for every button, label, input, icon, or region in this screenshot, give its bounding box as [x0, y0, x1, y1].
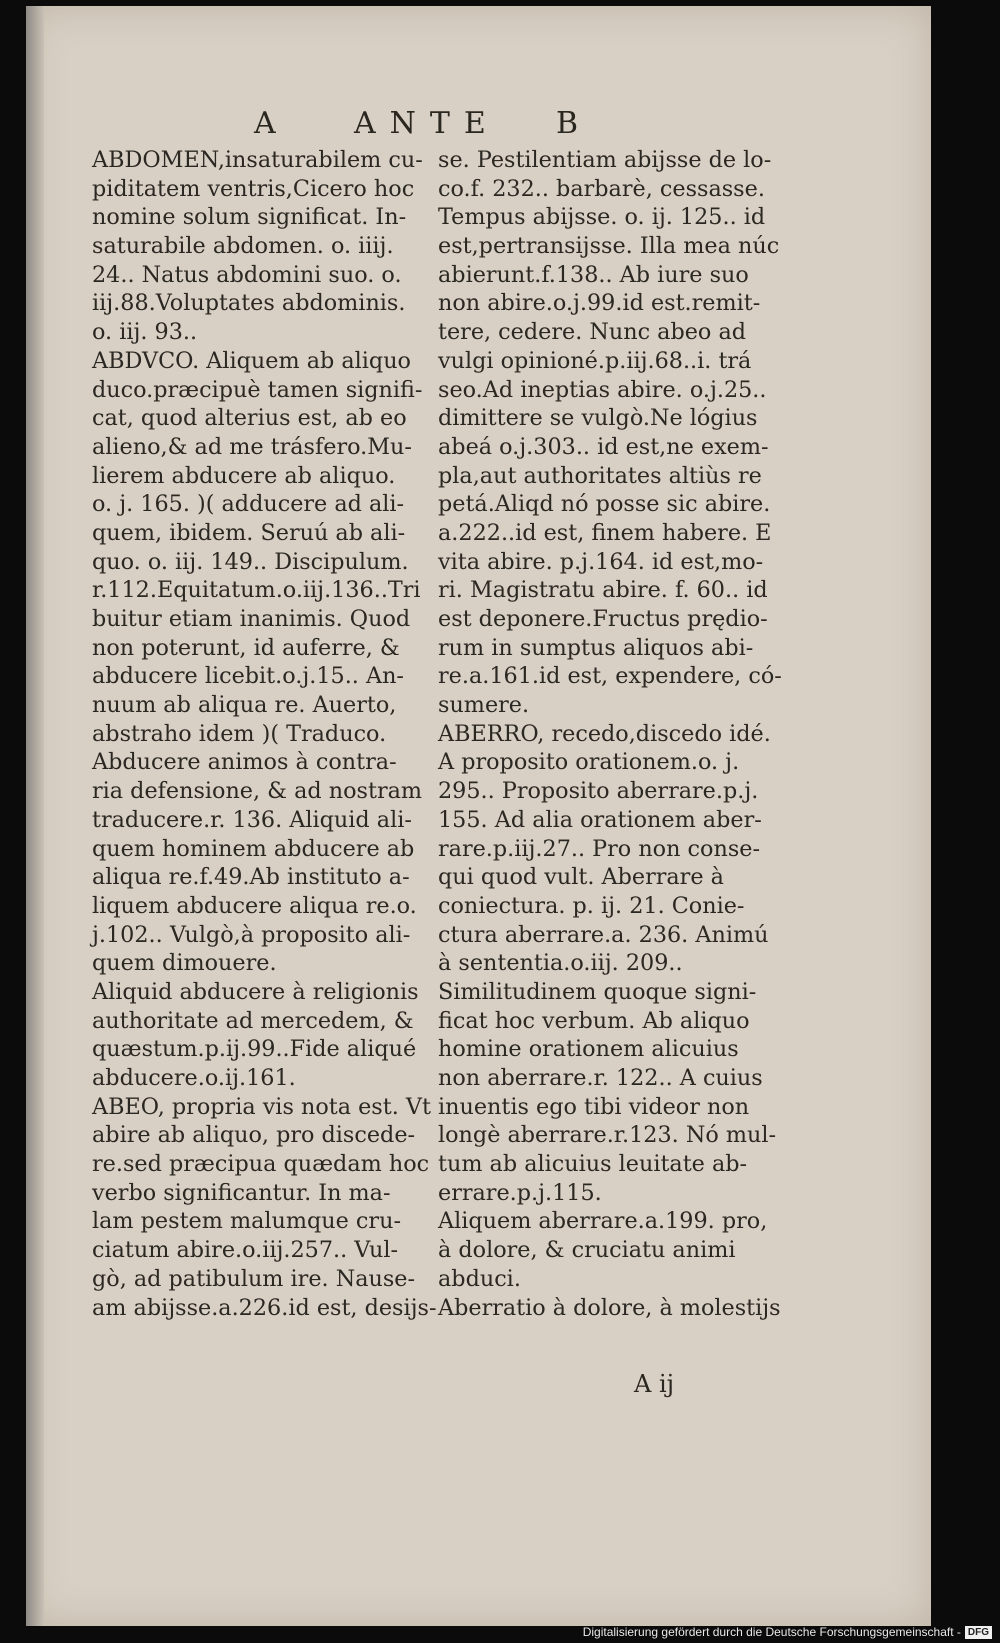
- text-line: buitur etiam inanimis. Quod: [92, 606, 411, 632]
- text-line: Aliquid abducere à religionis: [92, 978, 419, 1005]
- text-line: r.112.Equitatum.o.iij.136..Tri: [92, 577, 421, 604]
- text-line: 155. Ad alia orationem aber-: [438, 806, 762, 833]
- text-line: re.a.161.id est, expendere, có-: [438, 663, 782, 690]
- catchword: A ij: [634, 1370, 675, 1398]
- page-spine: [26, 6, 44, 1626]
- text-line: ABEO, propria vis nota est. Vt: [92, 1093, 431, 1120]
- text-line: longè aberrare.r.123. Nó mul-: [438, 1122, 777, 1149]
- text-line: re.sed præcipua quædam hoc: [92, 1151, 430, 1178]
- header-left-letter: A: [254, 106, 278, 141]
- dfg-logo: DFG: [965, 1626, 992, 1639]
- text-line: abierunt.f.138.. Ab iure suo: [438, 261, 749, 288]
- text-line: quæstum.p.ij.99..Fide aliqué: [92, 1036, 417, 1063]
- text-line: cat, quod alterius est, ab eo: [92, 405, 407, 432]
- header-right-letter: B: [556, 106, 581, 141]
- text-line: nuum ab aliqua re. Auerto,: [92, 692, 397, 719]
- footer: [583, 1625, 992, 1639]
- text-line: non poterunt, id auferre, &: [92, 634, 400, 661]
- text-line: errare.p.j.115.: [438, 1179, 602, 1206]
- text-line: 24.. Natus abdomini suo. o.: [92, 261, 402, 288]
- text-line: duco.præcipuè tamen signifi-: [92, 376, 423, 403]
- text-line: quem, ibidem. Seruú ab ali-: [92, 519, 406, 546]
- text-line: est deponere.Fructus prędio-: [438, 606, 768, 632]
- text-line: abire ab aliquo, pro discede-: [92, 1122, 416, 1149]
- text-line: Aliquem aberrare.a.199. pro,: [438, 1208, 768, 1235]
- text-line: Tempus abijsse. o. ij. 125.. id: [438, 204, 766, 231]
- text-line: co.f. 232.. barbarè, cessasse.: [438, 175, 765, 202]
- text-line: Similitudinem quoque signi-: [438, 978, 757, 1005]
- text-line: j.102.. Vulgò,à proposito ali-: [92, 921, 411, 948]
- text-line: ciatum abire.o.iij.257.. Vul-: [92, 1237, 399, 1264]
- text-line: iij.88.Voluptates abdominis.: [92, 290, 406, 317]
- text-line: quo. o. iij. 149.. Discipulum.: [92, 548, 409, 575]
- footer-text: Digitalisierung gefördert durch die Deutsche Forschungsgemeinschaft -: [582, 1625, 961, 1639]
- text-line: gò, ad patibulum ire. Nause-: [92, 1265, 416, 1292]
- text-line: petá.Aliqd nó posse sic abire.: [438, 491, 771, 518]
- text-line: ABDOMEN,insaturabilem cu-: [92, 147, 423, 173]
- text-line: coniectura. p. ij. 21. Conie-: [438, 892, 745, 919]
- text-line: ABERRO, recedo,discedo idé.: [438, 720, 771, 747]
- text-line: lam pestem malumque cru-: [92, 1208, 401, 1235]
- right-column: [438, 146, 782, 1322]
- text-line: nomine solum significat. In-: [92, 204, 407, 231]
- text-line: vita abire. p.j.164. id est,mo-: [438, 548, 764, 575]
- text-line: à dolore, & cruciatu animi: [438, 1237, 736, 1264]
- text-line: lierem abducere ab aliquo.: [92, 462, 396, 489]
- text-line: a.222..id est, finem habere. E: [438, 519, 772, 546]
- text-line: verbo significantur. In ma-: [92, 1179, 391, 1206]
- text-line: piditatem ventris,Cicero hoc: [92, 175, 415, 202]
- text-line: vulgi opinioné.p.iij.68..i. trá: [438, 347, 752, 374]
- text-line: abstraho idem )( Traduco.: [92, 720, 387, 747]
- text-line: alieno,& ad me trásfero.Mu-: [92, 433, 412, 460]
- text-line: abducere licebit.o.j.15.. An-: [92, 663, 404, 690]
- left-column: [92, 146, 437, 1322]
- text-line: liquem abducere aliqua re.o.: [92, 892, 417, 919]
- text-line: dimittere se vulgò.Ne lógius: [438, 405, 758, 432]
- text-line: authoritate ad mercedem, &: [92, 1007, 414, 1034]
- text-line: qui quod vult. Aberrare à: [438, 864, 724, 891]
- text-line: o. iij. 93..: [92, 319, 198, 346]
- text-line: tum ab alicuius leuitate ab-: [438, 1151, 748, 1178]
- text-line: aliqua re.f.49.Ab instituto a-: [92, 864, 410, 891]
- text-line: à sententia.o.iij. 209..: [438, 950, 683, 977]
- book-page: [26, 6, 931, 1626]
- text-line: ri. Magistratu abire. f. 60.. id: [438, 577, 768, 604]
- text-line: ABDVCO. Aliquem ab aliquo: [92, 347, 411, 374]
- text-line: abduci.: [438, 1265, 521, 1292]
- text-line: am abijsse.a.226.id est, desijs-: [92, 1294, 437, 1321]
- header-title: ANTE: [354, 106, 500, 141]
- text-line: ctura aberrare.a. 236. Animú: [438, 921, 769, 948]
- text-line: abeá o.j.303.. id est,ne exem-: [438, 433, 769, 460]
- text-line: tere, cedere. Nunc abeo ad: [438, 319, 747, 346]
- text-line: sumere.: [438, 692, 530, 719]
- text-line: rare.p.iij.27.. Pro non conse-: [438, 835, 760, 862]
- text-line: 295.. Proposito aberrare.p.j.: [438, 778, 759, 805]
- text-line: saturabile abdomen. o. iiij.: [92, 233, 394, 260]
- text-line: Abducere animos à contra-: [92, 749, 397, 776]
- text-line: abducere.o.ij.161.: [92, 1065, 296, 1091]
- text-line: est,pertransijsse. Illa mea núc: [438, 233, 780, 260]
- text-line: non aberrare.r. 122.. A cuius: [438, 1065, 763, 1091]
- text-line: Aberratio à dolore, à molestijs: [438, 1294, 781, 1321]
- text-line: quem dimouere.: [92, 950, 277, 977]
- text-line: ficat hoc verbum. Ab aliquo: [438, 1007, 750, 1034]
- text-line: quem hominem abducere ab: [92, 835, 415, 862]
- text-line: rum in sumptus aliquos abi-: [438, 634, 754, 661]
- running-header: [26, 106, 931, 140]
- text-line: non abire.o.j.99.id est.remit-: [438, 290, 761, 317]
- text-line: se. Pestilentiam abijsse de lo-: [438, 147, 772, 173]
- text-line: o. j. 165. )( adducere ad ali-: [92, 491, 405, 518]
- text-line: A proposito orationem.o. j.: [438, 749, 740, 776]
- text-line: pla,aut authoritates altiùs re: [438, 462, 762, 489]
- text-line: traducere.r. 136. Aliquid ali-: [92, 806, 412, 833]
- text-line: seo.Ad ineptias abire. o.j.25..: [438, 376, 767, 403]
- text-line: ria defensione, & ad nostram: [92, 778, 423, 805]
- text-line: inuentis ego tibi videor non: [438, 1093, 750, 1120]
- text-line: homine orationem alicuius: [438, 1036, 739, 1063]
